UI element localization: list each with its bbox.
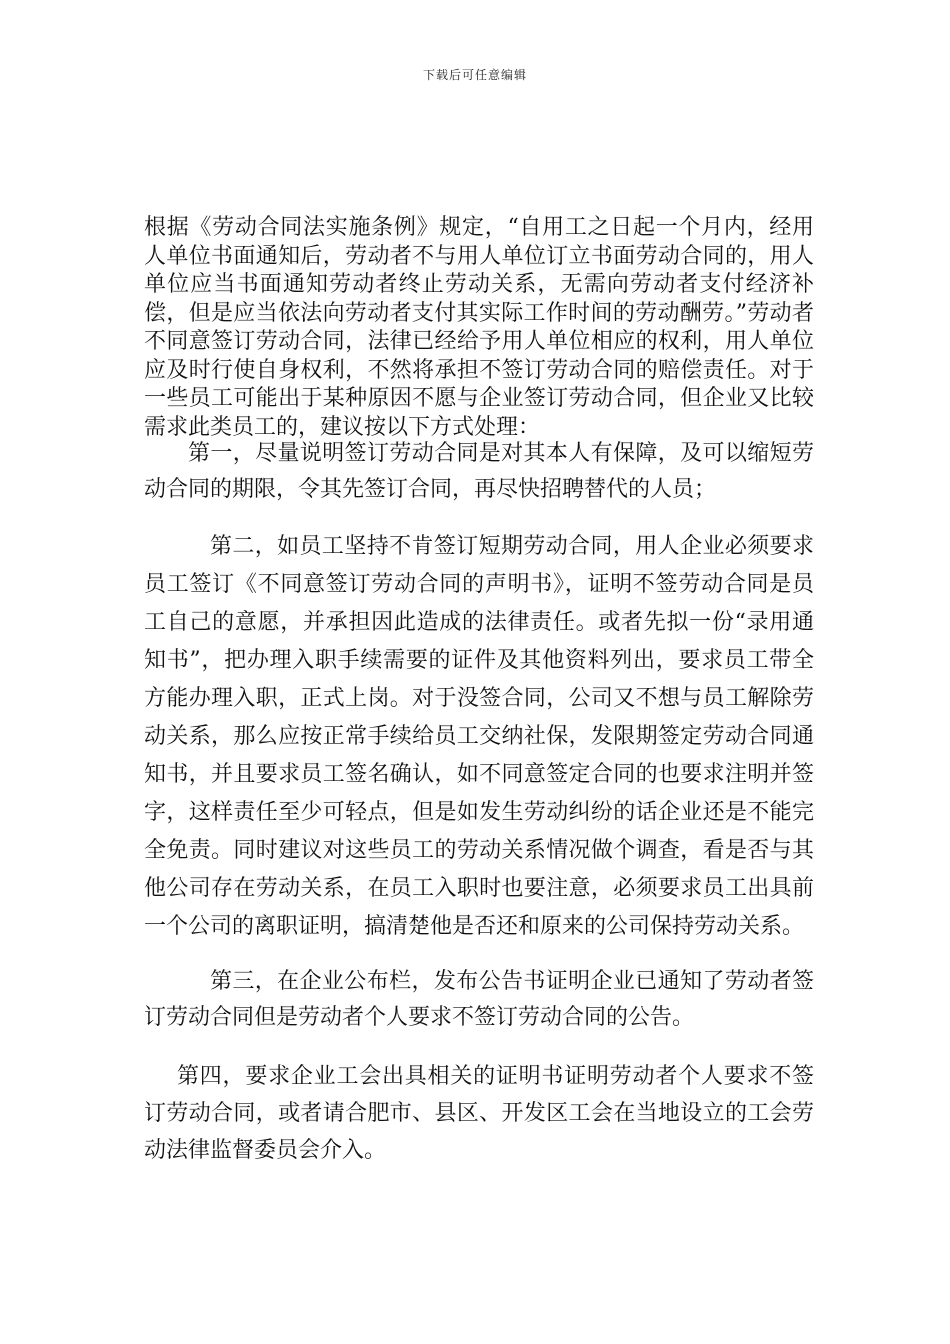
intro-paragraph: 根据《劳动合同法实施条例》规定，“自用工之日起一个月内，经用人单位书面通知后，劳动者不与用人单位订立书面劳动合同的，用人单位应当书面通知劳动者终止劳动关系，无需向劳动者支付经济补偿，但是应当依法向劳动者支付其实际工作时间的劳动酬劳。”劳动者不同意签订劳动合同，法律已经给予用人单位相应的权利，用人单位应及时行使自身权利，不然将承担不签订劳动合同的赔偿责任。对于一些员工可能出于某种原因不愿与企业签订劳动合同，但企业又比较需求此类员工的，建议按以下方式处理：: [144, 215, 814, 440]
point-one-paragraph: 第一，尽量说明签订劳动合同是对其本人有保障，及可以缩短劳动合同的期限，令其先签订合同，再尽快招聘替代的人员；: [144, 441, 814, 502]
page-header: 下载后可任意编辑: [422, 68, 527, 82]
point-two-paragraph: 第二，如员工坚持不肯签订短期劳动合同，用人企业必须要求员工签订《不同意签订劳动合同的声明书》，证明不签劳动合同是员工自己的意愿，并承担因此造成的法律责任。或者先拟一份“录用通知书”，把办理入职手续需要的证件及其他资料列出，要求员工带全方能办理入职，正式上岗。对于没签合同，公司又不想与员工解除劳动关系，那么应按正常手续给员工交纳社保，发限期签定劳动合同通知书，并且要求员工签名确认，如不同意签定合同的也要求注明并签字，这样责任至少可轻点，但是如发生劳动纠纷的话企业还是不能完全免责。同时建议对这些员工的劳动关系情况做个调查，看是否与其他公司存在劳动关系，在员工入职时也要注意，必须要求员工出具前一个公司的离职证明，搞清楚他是否还和原来的公司保持劳动关系。: [144, 534, 814, 939]
point-three-paragraph: 第三，在企业公布栏，发布公告书证明企业已通知了劳动者签订劳动合同但是劳动者个人要求不签订劳动合同的公告。: [144, 969, 814, 1030]
point-four-paragraph: 第四，要求企业工会出具相关的证明书证明劳动者个人要求不签订劳动合同，或者请合肥市、县区、开发区工会在当地设立的工会劳动法律监督委员会介入。: [144, 1064, 814, 1163]
